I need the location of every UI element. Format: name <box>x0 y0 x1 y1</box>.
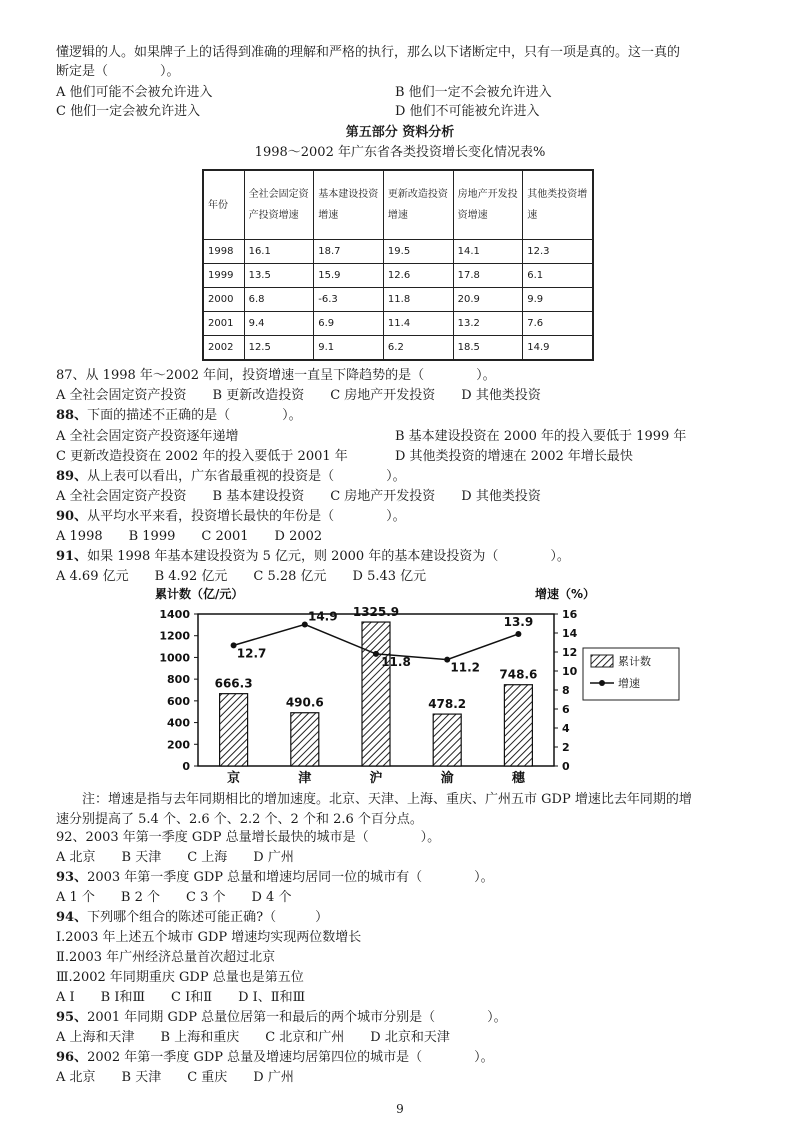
right-tick-label: 12 <box>562 646 578 659</box>
bar <box>220 694 248 766</box>
question-88-option-a: A 全社会固定资产投资逐年递增 <box>56 429 239 444</box>
question-91-options: A 4.69 亿元 B 4.92 亿元 C 5.28 亿元 D 5.43 亿元 <box>56 569 427 584</box>
right-axis-title: 增速（%） <box>535 587 596 601</box>
table-cell: 6.2 <box>383 336 453 361</box>
left-tick-label: 600 <box>167 694 190 708</box>
option-d: D 他们不可能被允许进入 <box>395 104 540 119</box>
right-tick-label: 2 <box>562 741 570 754</box>
option-b: B 他们一定不会被允许进入 <box>395 85 552 100</box>
option-a: A 他们可能不会被允许进入 <box>56 85 213 100</box>
table-cell: 6.9 <box>314 312 384 336</box>
table-cell: 12.6 <box>383 264 453 288</box>
table-cell: 13.2 <box>453 312 523 336</box>
question-88: 88、下面的描述不正确的是（ ）。 <box>56 408 302 423</box>
bar-value-label: 478.2 <box>428 697 467 712</box>
question-87: 87、从 1998 年～2002 年间，投资增速一直呈下降趋势的是（ ）。 <box>56 368 496 383</box>
left-tick-label: 200 <box>167 738 190 752</box>
table-cell: 9.4 <box>244 312 314 336</box>
bar <box>291 713 319 766</box>
question-88-option-c: C 更新改造投资在 2002 年的投入要低于 2001 年 <box>56 449 348 464</box>
table-cell: 18.5 <box>453 336 523 361</box>
question-90: 90、从平均水平来看，投资增长最快的年份是（ ）。 <box>56 509 406 524</box>
category-label: 渝 <box>440 771 454 786</box>
option-c: C 他们一定会被允许进入 <box>56 104 201 119</box>
question-89: 89、从上表可以看出，广东省最重视的投资是（ ）。 <box>56 469 406 484</box>
question-89-options: A 全社会固定资产投资 B 基本建设投资 C 房地产开发投资 D 其他类投资 <box>56 489 541 504</box>
left-axis-title: 累计数（亿/元） <box>155 587 244 601</box>
table-cell: 15.9 <box>314 264 384 288</box>
category-label: 穗 <box>511 771 525 786</box>
question-88-option-b: B 基本建设投资在 2000 年的投入要低于 1999 年 <box>395 429 687 444</box>
table-cell: 20.9 <box>453 288 523 312</box>
statement-3: Ⅲ.2002 年同期重庆 GDP 总量也是第五位 <box>56 970 304 985</box>
legend-line-label: 增速 <box>618 677 640 690</box>
question-94: 94、下列哪个组合的陈述可能正确?（ ） <box>56 910 329 925</box>
legend-line-marker <box>599 680 605 686</box>
intro-line-2: 断定是（ ）。 <box>56 64 180 79</box>
table-cell: 1998 <box>203 240 244 264</box>
line-point <box>373 651 379 657</box>
question-92-options: A 北京 B 天津 C 上海 D 广州 <box>56 850 294 865</box>
table-cell: 19.5 <box>383 240 453 264</box>
right-tick-label: 8 <box>562 684 570 697</box>
table-header-realestate: 房地产开发投资增速 <box>453 170 523 240</box>
left-tick-label: 800 <box>167 673 190 687</box>
table-title: 1998～2002 年广东省各类投资增长变化情况表% <box>254 145 546 160</box>
line-value-label: 14.9 <box>307 609 338 624</box>
bar <box>362 622 390 766</box>
table-cell: 1999 <box>203 264 244 288</box>
question-88-option-d: D 其他类投资的增速在 2002 年增长最快 <box>395 449 633 464</box>
line-value-label: 12.7 <box>236 646 267 661</box>
question-93: 93、2003 年第一季度 GDP 总量和增速均居同一位的城市有（ ）。 <box>56 870 494 885</box>
bar <box>504 685 532 766</box>
right-tick-label: 4 <box>562 722 570 735</box>
table-cell: 2000 <box>203 288 244 312</box>
left-tick-label: 0 <box>182 760 190 773</box>
right-tick-label: 10 <box>562 665 578 678</box>
left-tick-label: 1000 <box>159 651 190 665</box>
table-cell: 17.8 <box>453 264 523 288</box>
bar-value-label: 666.3 <box>214 676 253 691</box>
line-point <box>515 631 521 637</box>
right-tick-label: 6 <box>562 703 570 716</box>
table-header-renovation: 更新改造投资增速 <box>383 170 453 240</box>
section-title: 第五部分 资料分析 <box>345 125 455 140</box>
line-point <box>231 642 237 648</box>
table-header-year: 年份 <box>203 170 244 240</box>
bar-value-label: 1325.9 <box>352 605 400 620</box>
left-tick-label: 400 <box>167 716 190 730</box>
note-line-1: 注：增速是指与去年同期相比的增加速度。北京、天津、上海、重庆、广州五市 GDP 增速比去年同期的增 <box>56 792 692 807</box>
line-point <box>444 657 450 663</box>
table-cell: 9.1 <box>314 336 384 361</box>
table-cell: 12.5 <box>244 336 314 361</box>
right-tick-label: 0 <box>562 760 570 773</box>
page-number: 9 <box>396 1102 404 1116</box>
category-label: 京 <box>227 771 241 786</box>
category-labels <box>227 770 526 786</box>
table-header-capital: 基本建设投资增速 <box>314 170 384 240</box>
table-cell: 16.1 <box>244 240 314 264</box>
line-point <box>302 621 308 627</box>
table-cell: 14.9 <box>523 336 593 361</box>
question-95: 95、2001 年同期 GDP 总量位居第一和最后的两个城市分别是（ ）。 <box>56 1010 507 1025</box>
bar-value-label: 490.6 <box>285 695 324 710</box>
table-row <box>203 312 593 336</box>
question-94-options: A Ⅰ B Ⅰ和Ⅲ C Ⅰ和Ⅱ D Ⅰ、Ⅱ和Ⅲ <box>56 990 306 1005</box>
bar-value-label: 748.6 <box>499 667 538 682</box>
right-tick-label: 16 <box>562 608 578 621</box>
statement-1: Ⅰ.2003 年上述五个城市 GDP 增速均实现两位数增长 <box>56 930 362 945</box>
left-tick-label: 1200 <box>159 629 190 643</box>
statement-2: Ⅱ.2003 年广州经济总量首次超过北京 <box>56 950 276 965</box>
line-value-label: 13.9 <box>503 614 534 629</box>
question-95-options: A 上海和天津 B 上海和重庆 C 北京和广州 D 北京和天津 <box>56 1030 450 1045</box>
category-label: 津 <box>298 771 312 786</box>
question-96-options: A 北京 B 天津 C 重庆 D 广州 <box>56 1070 294 1085</box>
table-header-total: 全社会固定资产投资增速 <box>244 170 314 240</box>
intro-line-1: 懂逻辑的人。如果牌子上的话得到准确的理解和严格的执行，那么以下诸断定中，只有一项是真的。这一真的 <box>56 45 681 60</box>
question-90-options: A 1998 B 1999 C 2001 D 2002 <box>56 529 323 544</box>
table-cell: 11.4 <box>383 312 453 336</box>
bar <box>433 714 461 766</box>
table-cell: 14.1 <box>453 240 523 264</box>
note-line-2: 速分别提高了 5.4 个、2.6 个、2.2 个、2 个和 2.6 个百分点。 <box>56 812 423 827</box>
investment-growth-table <box>202 169 594 361</box>
table-cell: 9.9 <box>523 288 593 312</box>
chart-legend <box>583 648 679 700</box>
table-cell: 2001 <box>203 312 244 336</box>
table-row <box>203 264 593 288</box>
table-cell: 2002 <box>203 336 244 361</box>
left-tick-label: 1400 <box>159 608 190 621</box>
question-96: 96、2002 年第一季度 GDP 总量及增速均居第四位的城市是（ ）。 <box>56 1050 494 1065</box>
line-value-label: 11.8 <box>381 654 411 669</box>
table-cell: 18.7 <box>314 240 384 264</box>
question-93-options: A 1 个 B 2 个 C 3 个 D 4 个 <box>56 890 292 905</box>
legend-bar-swatch <box>591 655 613 667</box>
question-87-options: A 全社会固定资产投资 B 更新改造投资 C 房地产开发投资 D 其他类投资 <box>56 388 541 403</box>
table-cell: 7.6 <box>523 312 593 336</box>
left-axis-ticks <box>159 608 198 773</box>
table-cell: 12.3 <box>523 240 593 264</box>
legend-bar-label: 累计数 <box>618 655 651 668</box>
table-row <box>203 240 593 264</box>
table-cell: -6.3 <box>314 288 384 312</box>
right-tick-label: 14 <box>562 627 578 640</box>
line-value-label: 11.2 <box>450 660 481 675</box>
table-header-other: 其他类投资增速 <box>523 170 593 240</box>
table-cell: 6.1 <box>523 264 593 288</box>
table-row <box>203 336 593 361</box>
bar-series <box>215 605 538 766</box>
table-cell: 6.8 <box>244 288 314 312</box>
question-91: 91、如果 1998 年基本建设投资为 5 亿元，则 2000 年的基本建设投资为（ ）。 <box>56 549 570 564</box>
table-cell: 11.8 <box>383 288 453 312</box>
table-row <box>203 288 593 312</box>
category-label: 沪 <box>369 771 383 786</box>
right-axis-ticks <box>554 608 578 773</box>
table-cell: 13.5 <box>244 264 314 288</box>
question-92: 92、2003 年第一季度 GDP 总量增长最快的城市是（ ）。 <box>56 830 441 845</box>
gdp-bar-line-chart <box>140 584 680 789</box>
